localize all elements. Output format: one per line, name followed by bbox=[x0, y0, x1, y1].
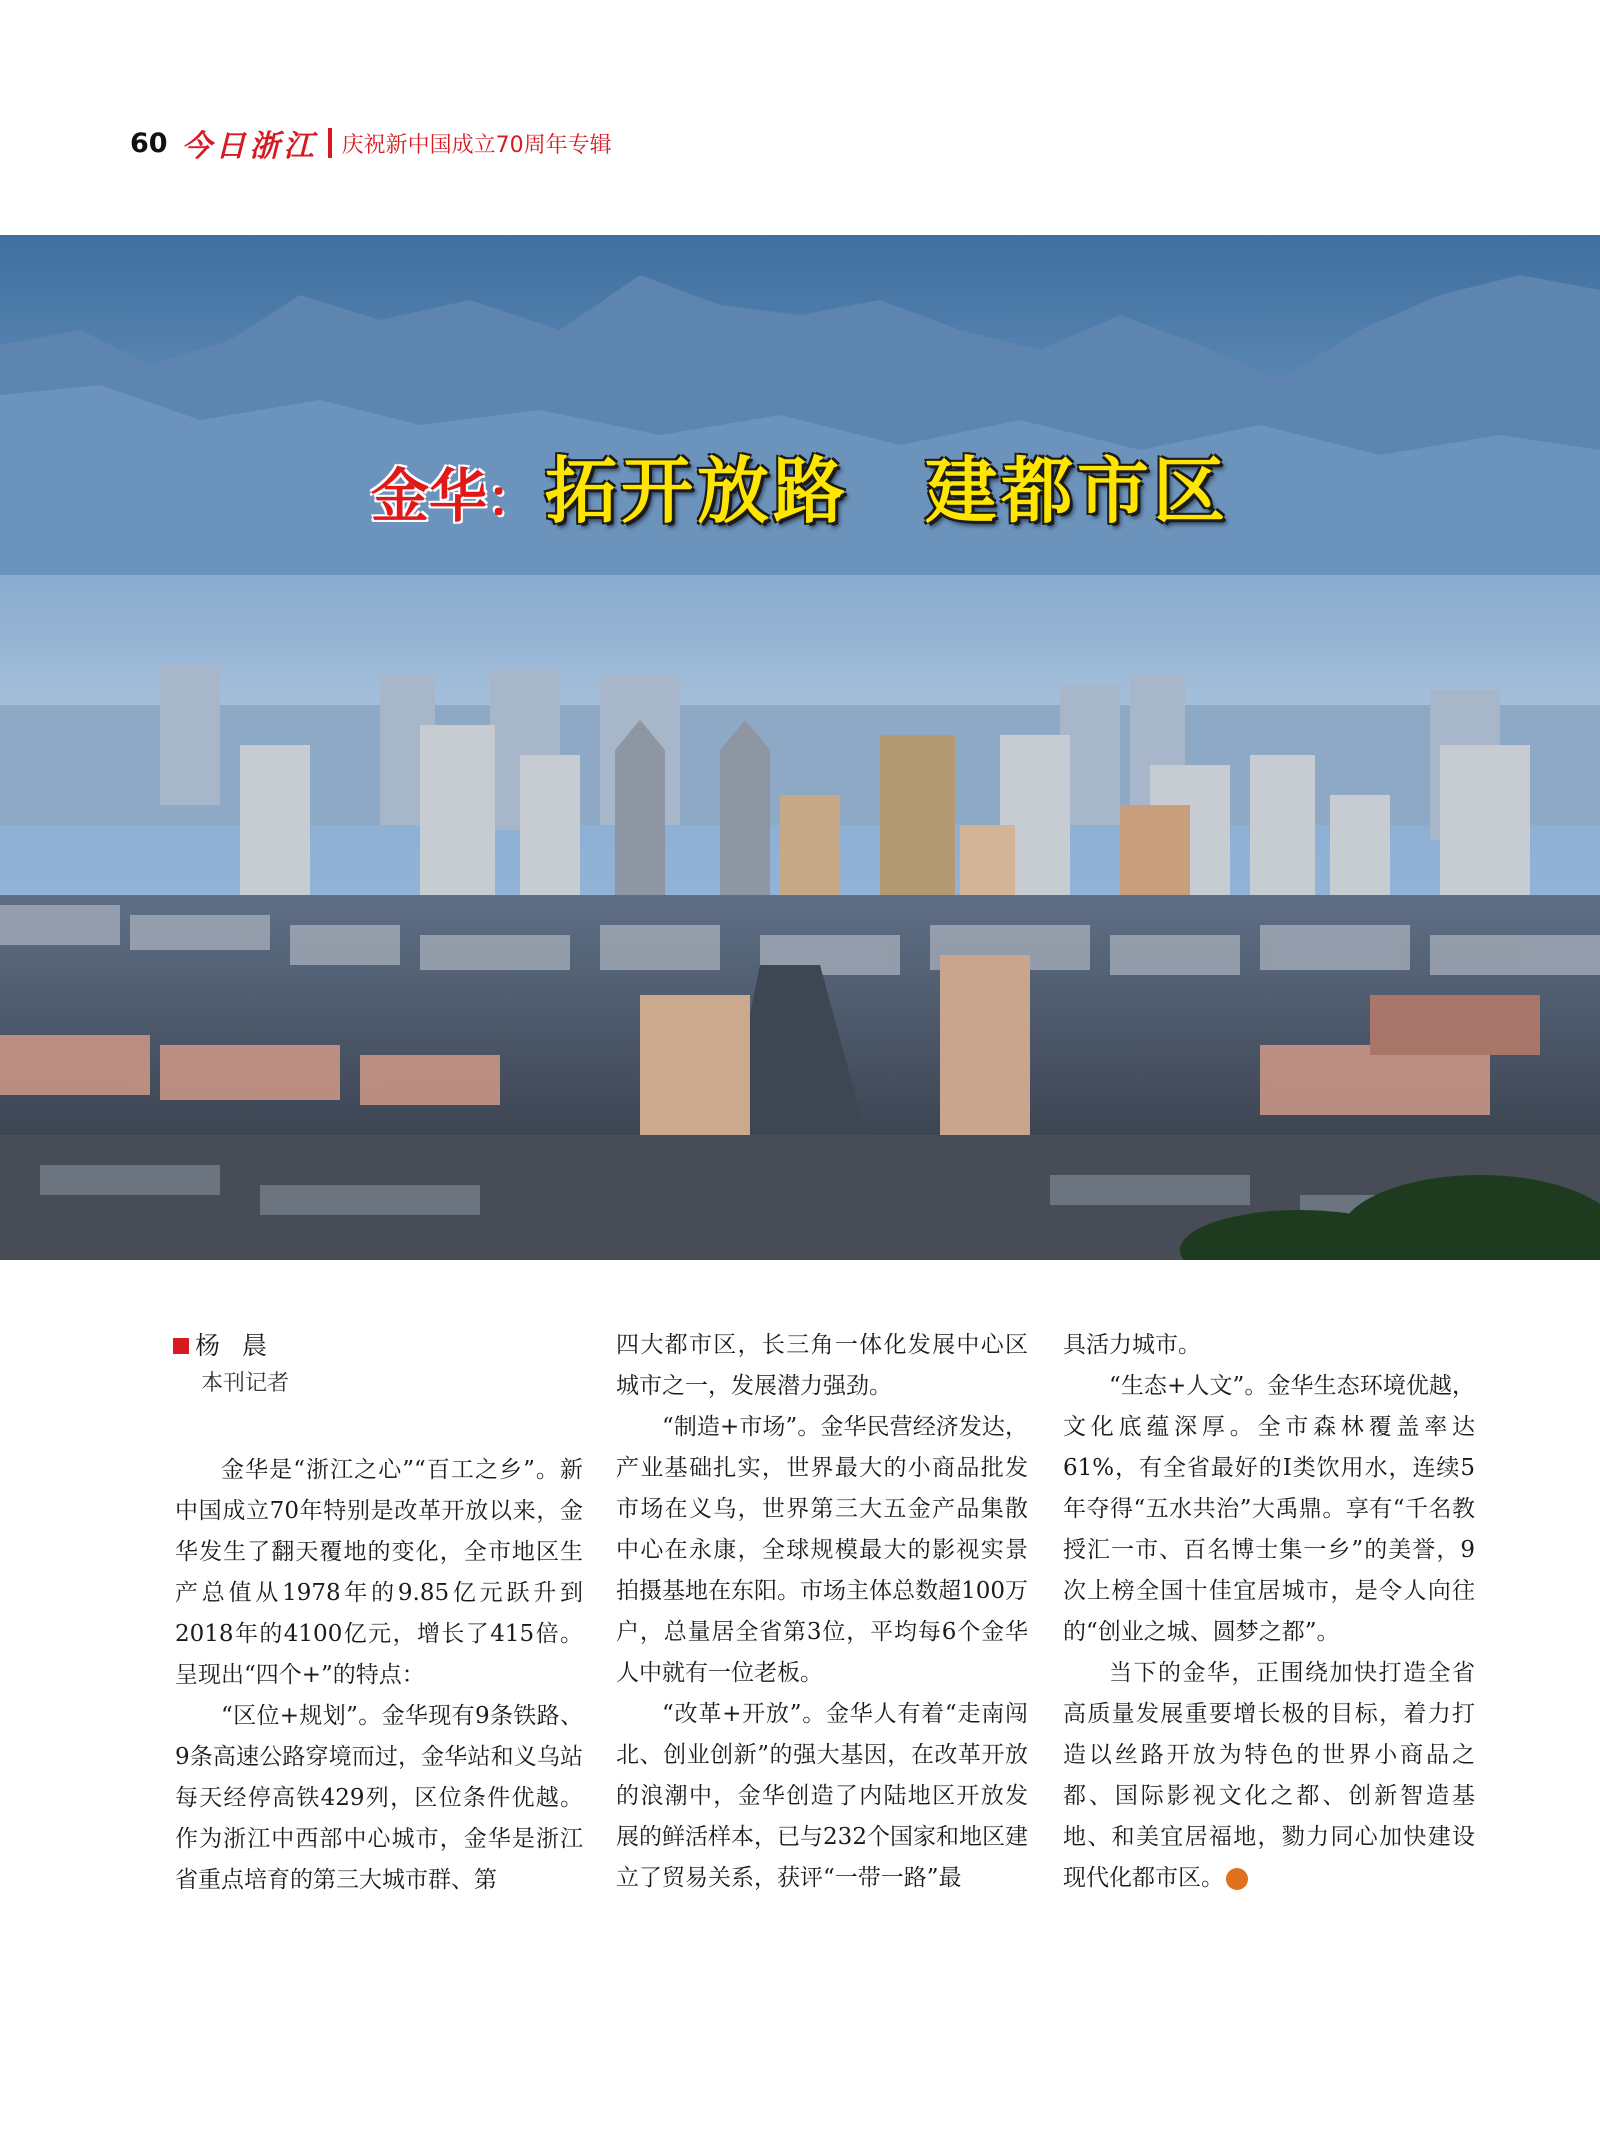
article-headline bbox=[0, 433, 1600, 537]
article-column-3 bbox=[1063, 1325, 1475, 1899]
hero-photo bbox=[0, 235, 1600, 1260]
byline-marker-icon bbox=[173, 1338, 189, 1354]
paragraph-text: 当下的金华，正围绕加快打造全省高质量发展重要增长极的目标，着力打造以丝路开放为特色的世界小商品之都、国际影视文化之都、创新智造基地、和美宜居福地，勠力同心加快建设现代化都市区。 bbox=[1063, 1660, 1475, 1891]
paragraph: 金华是“浙江之心”“百工之乡”。新中国成立70年特别是改革开放以来，金华发生了翻天覆地的变化，全市地区生产总值从1978年的9.85亿元跃升到2018年的4100亿元，增长了415倍。呈现出“四个+”的特点： bbox=[175, 1457, 583, 1688]
headline-colon: ： bbox=[487, 470, 537, 528]
end-mark-icon: 今 bbox=[1226, 1868, 1248, 1890]
paragraph: 四大都市区，长三角一体化发展中心区城市之一，发展潜力强劲。 bbox=[616, 1332, 1028, 1399]
byline bbox=[175, 1325, 583, 1366]
headline-slogan: 拓开放路 建都市区 bbox=[545, 449, 1230, 533]
author-role: 本刊记者 bbox=[201, 1371, 290, 1396]
running-header bbox=[130, 118, 612, 168]
paragraph: “区位+规划”。金华现有9条铁路、9条高速公路穿境而过，金华站和义乌站每天经停高铁429列，区位条件优越。作为浙江中西部中心城市，金华是浙江省重点培育的第三大城市群、第 bbox=[175, 1703, 583, 1893]
article-column-1 bbox=[175, 1325, 583, 1901]
headline-city: 金华 bbox=[370, 462, 487, 530]
page-number: 60 bbox=[130, 127, 168, 159]
section-title: 庆祝新中国成立70周年专辑 bbox=[341, 132, 612, 158]
article-column-2 bbox=[616, 1325, 1028, 1899]
paragraph: 具活力城市。 bbox=[1063, 1332, 1201, 1358]
city-skyline-photo bbox=[0, 235, 1600, 1260]
author-name: 杨晨 bbox=[195, 1331, 290, 1360]
paragraph: “改革+开放”。金华人有着“走南闯北、创业创新”的强大基因，在改革开放的浪潮中，金华创造了内陆地区开放发展的鲜活样本，已与232个国家和地区建立了贸易关系，获评“一带一路”最 bbox=[616, 1701, 1028, 1891]
header-divider bbox=[328, 128, 332, 158]
paragraph: “生态+人文”。金华生态环境优越，文化底蕴深厚。全市森林覆盖率达61%，有全省最好的Ⅰ类饮用水，连续5年夺得“五水共治”大禹鼎。享有“千名教授汇一市、百名博士集一乡”的美誉，9次上榜全国十佳宜居城市，是令人向往的“创业之城、圆梦之都”。 bbox=[1063, 1373, 1475, 1645]
paragraph: “制造+市场”。金华民营经济发达，产业基础扎实，世界最大的小商品批发市场在义乌，世界第三大五金产品集散中心在永康，全球规模最大的影视实景拍摄基地在东阳。市场主体总数超100万户，总量居全省第3位，平均每6个金华人中就有一位老板。 bbox=[616, 1414, 1028, 1686]
masthead-logo: 今日浙江 bbox=[181, 129, 318, 164]
paragraph-last bbox=[1063, 1653, 1475, 1899]
